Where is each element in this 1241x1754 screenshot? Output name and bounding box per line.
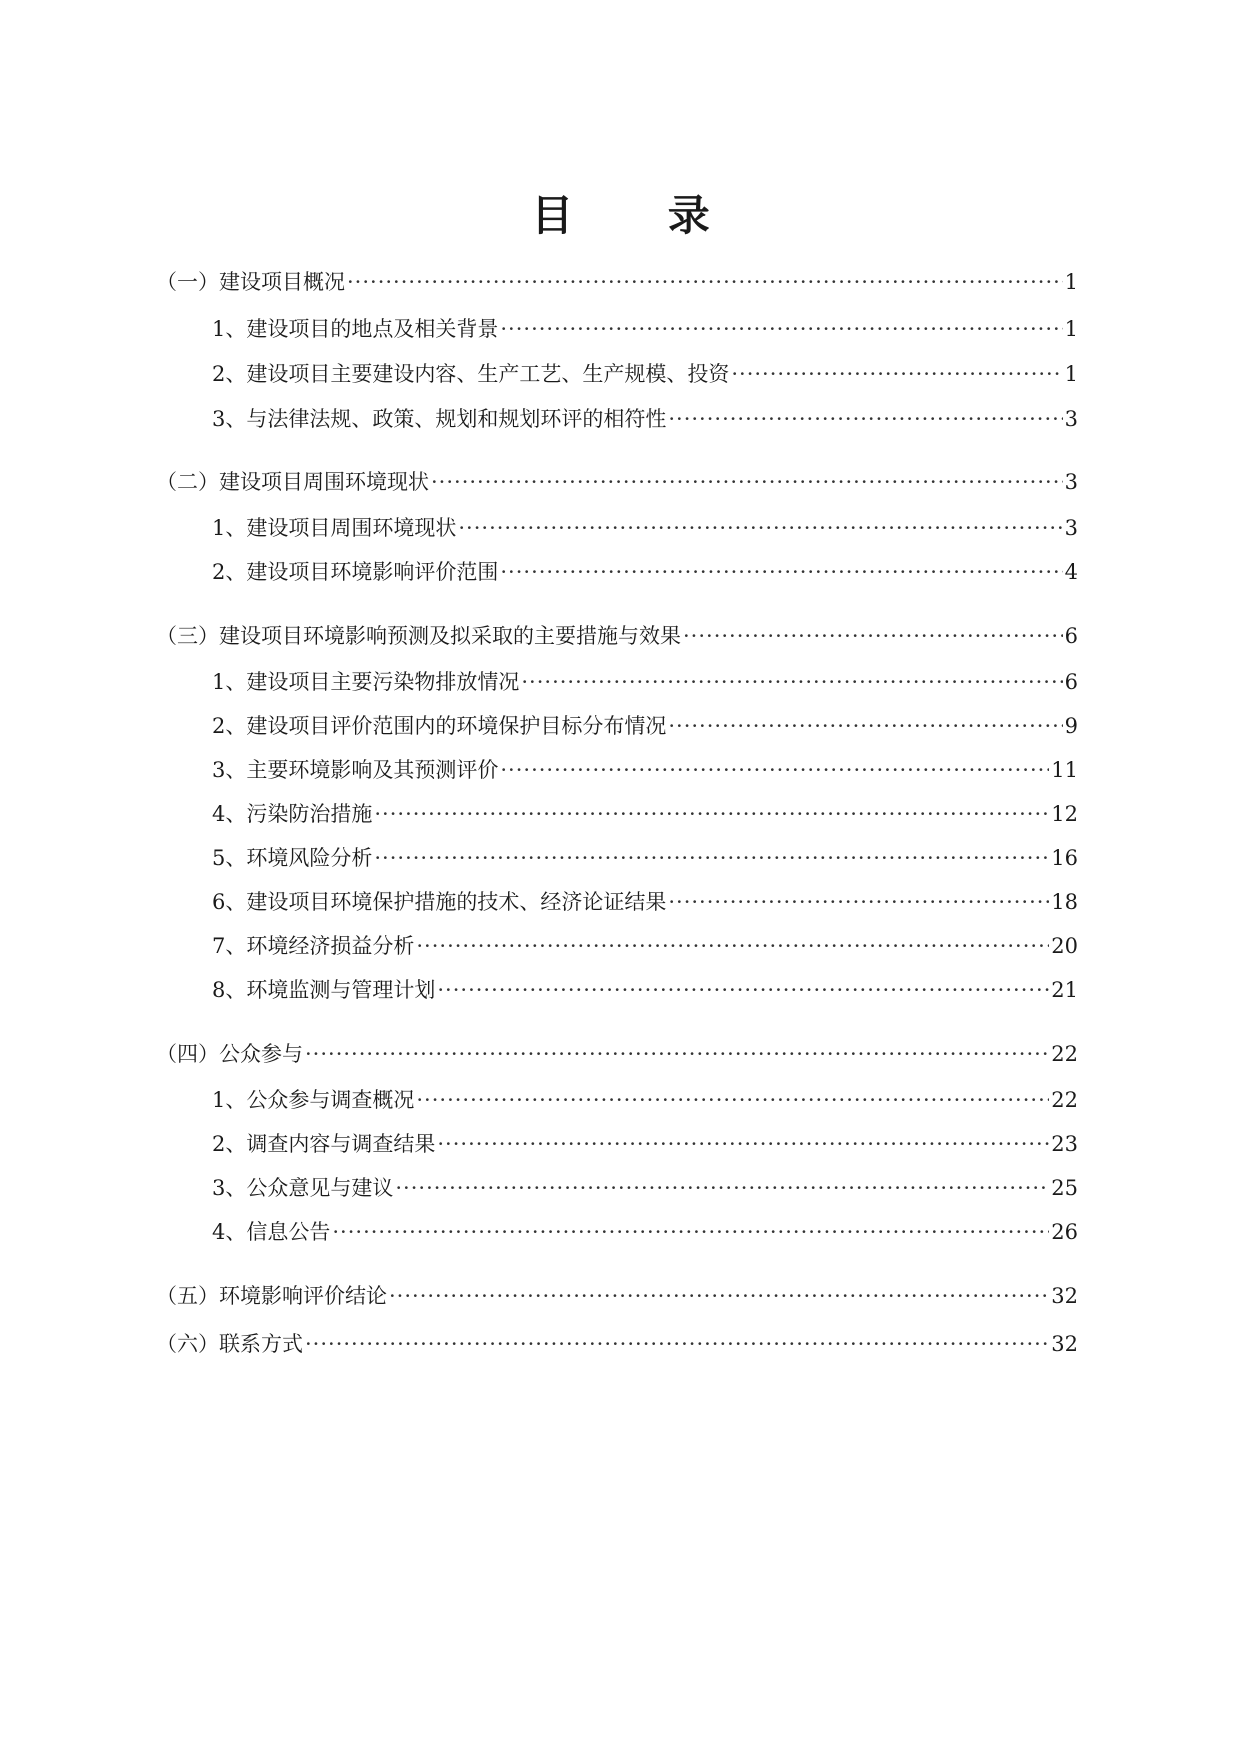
page-title: 目 录 bbox=[531, 191, 750, 240]
toc-subsection-entry[interactable] bbox=[212, 976, 1078, 1004]
toc-page-number: 3 bbox=[1064, 470, 1078, 494]
toc-section-entry[interactable] bbox=[156, 1282, 1078, 1310]
toc-page-number: 3 bbox=[1064, 516, 1078, 540]
toc-dot-leader bbox=[668, 712, 1062, 740]
toc-page-number: 22 bbox=[1051, 1088, 1078, 1112]
toc-dot-leader bbox=[668, 888, 1049, 916]
toc-page-number: 25 bbox=[1051, 1176, 1078, 1200]
toc-section-entry[interactable] bbox=[156, 1330, 1078, 1358]
toc-page-number: 11 bbox=[1051, 758, 1078, 782]
toc-subsection-entry[interactable] bbox=[212, 888, 1078, 916]
toc-entry-title: （五）环境影响评价结论 bbox=[156, 1284, 387, 1308]
toc-entry-title: 1、建设项目的地点及相关背景 bbox=[212, 317, 499, 341]
toc-dot-leader bbox=[437, 976, 1049, 1004]
toc-subsection-entry[interactable] bbox=[212, 932, 1078, 960]
toc-page-number: 4 bbox=[1064, 560, 1078, 584]
toc-entry-title: 6、建设项目环境保护措施的技术、经济论证结果 bbox=[212, 890, 667, 914]
toc-page-number: 1 bbox=[1064, 317, 1078, 341]
toc-subsection-entry[interactable] bbox=[212, 800, 1078, 828]
toc-page-number: 12 bbox=[1051, 802, 1078, 826]
toc-page-number: 9 bbox=[1064, 714, 1078, 738]
toc-dot-leader bbox=[347, 268, 1063, 296]
toc-subsection-entry[interactable] bbox=[212, 558, 1078, 586]
toc-dot-leader bbox=[305, 1040, 1049, 1068]
toc-dot-leader bbox=[395, 1174, 1049, 1202]
toc-page-number: 6 bbox=[1064, 624, 1078, 648]
toc-entry-title: （六）联系方式 bbox=[156, 1332, 303, 1356]
toc-entry-title: （二）建设项目周围环境现状 bbox=[156, 470, 429, 494]
toc-page-number: 23 bbox=[1051, 1132, 1078, 1156]
toc-subsection-entry[interactable] bbox=[212, 1130, 1078, 1158]
toc-entry-title: 2、建设项目环境影响评价范围 bbox=[212, 560, 499, 584]
toc-subsection-entry[interactable] bbox=[212, 315, 1078, 343]
toc-page-number: 20 bbox=[1051, 934, 1078, 958]
toc-page-number: 18 bbox=[1051, 890, 1078, 914]
toc-dot-leader bbox=[500, 558, 1062, 586]
toc-page-number: 21 bbox=[1051, 978, 1078, 1002]
toc-entry-title: （一）建设项目概况 bbox=[156, 270, 345, 294]
toc-section-entry[interactable] bbox=[156, 622, 1078, 650]
toc-section-entry[interactable] bbox=[156, 468, 1078, 496]
toc-entry-title: 4、污染防治措施 bbox=[212, 802, 373, 826]
toc-dot-leader bbox=[389, 1282, 1049, 1310]
toc-subsection-entry[interactable] bbox=[212, 514, 1078, 542]
toc-subsection-entry[interactable] bbox=[212, 1174, 1078, 1202]
toc-dot-leader bbox=[668, 405, 1062, 433]
toc-entry-title: 4、信息公告 bbox=[212, 1220, 331, 1244]
toc-page-number: 32 bbox=[1051, 1332, 1078, 1356]
toc-dot-leader bbox=[305, 1330, 1049, 1358]
toc-dot-leader bbox=[332, 1218, 1049, 1246]
toc-page-number: 3 bbox=[1064, 407, 1078, 431]
toc-subsection-entry[interactable] bbox=[212, 1218, 1078, 1246]
toc-entry-title: 2、调查内容与调查结果 bbox=[212, 1132, 436, 1156]
toc-page-number: 16 bbox=[1051, 846, 1078, 870]
toc-subsection-entry[interactable] bbox=[212, 1086, 1078, 1114]
toc-dot-leader bbox=[500, 315, 1062, 343]
toc-dot-leader bbox=[500, 756, 1049, 784]
toc-entry-title: 2、建设项目评价范围内的环境保护目标分布情况 bbox=[212, 714, 667, 738]
toc-dot-leader bbox=[416, 932, 1049, 960]
toc-entry-title: 8、环境监测与管理计划 bbox=[212, 978, 436, 1002]
toc-subsection-entry[interactable] bbox=[212, 844, 1078, 872]
toc-entry-title: 7、环境经济损益分析 bbox=[212, 934, 415, 958]
toc-page-number: 1 bbox=[1064, 362, 1078, 386]
toc-dot-leader bbox=[521, 668, 1062, 696]
toc-entry-title: 1、建设项目主要污染物排放情况 bbox=[212, 670, 520, 694]
toc-entry-title: 1、公众参与调查概况 bbox=[212, 1088, 415, 1112]
toc-section-entry[interactable] bbox=[156, 1040, 1078, 1068]
toc-section-entry[interactable] bbox=[156, 268, 1078, 296]
toc-dot-leader bbox=[431, 468, 1063, 496]
toc-dot-leader bbox=[416, 1086, 1049, 1114]
toc-subsection-entry[interactable] bbox=[212, 668, 1078, 696]
toc-dot-leader bbox=[731, 360, 1062, 388]
toc-entry-title: 3、主要环境影响及其预测评价 bbox=[212, 758, 499, 782]
toc-entry-title: 3、与法律法规、政策、规划和规划环评的相符性 bbox=[212, 407, 667, 431]
toc-entry-title: （四）公众参与 bbox=[156, 1042, 303, 1066]
toc-subsection-entry[interactable] bbox=[212, 712, 1078, 740]
toc-page-number: 26 bbox=[1051, 1220, 1078, 1244]
toc-entry-title: 2、建设项目主要建设内容、生产工艺、生产规模、投资 bbox=[212, 362, 730, 386]
toc-entry-title: （三）建设项目环境影响预测及拟采取的主要措施与效果 bbox=[156, 624, 681, 648]
toc-dot-leader bbox=[458, 514, 1062, 542]
toc-subsection-entry[interactable] bbox=[212, 360, 1078, 388]
toc-page-number: 1 bbox=[1064, 270, 1078, 294]
toc-page-number: 32 bbox=[1051, 1284, 1078, 1308]
toc-subsection-entry[interactable] bbox=[212, 756, 1078, 784]
toc-page-number: 6 bbox=[1064, 670, 1078, 694]
toc-entry-title: 1、建设项目周围环境现状 bbox=[212, 516, 457, 540]
toc-dot-leader bbox=[374, 844, 1049, 872]
toc-dot-leader bbox=[683, 622, 1063, 650]
toc-entry-title: 3、公众意见与建议 bbox=[212, 1176, 394, 1200]
toc-dot-leader bbox=[374, 800, 1049, 828]
toc-page-number: 22 bbox=[1051, 1042, 1078, 1066]
toc-entry-title: 5、环境风险分析 bbox=[212, 846, 373, 870]
toc-dot-leader bbox=[437, 1130, 1049, 1158]
toc-subsection-entry[interactable] bbox=[212, 405, 1078, 433]
